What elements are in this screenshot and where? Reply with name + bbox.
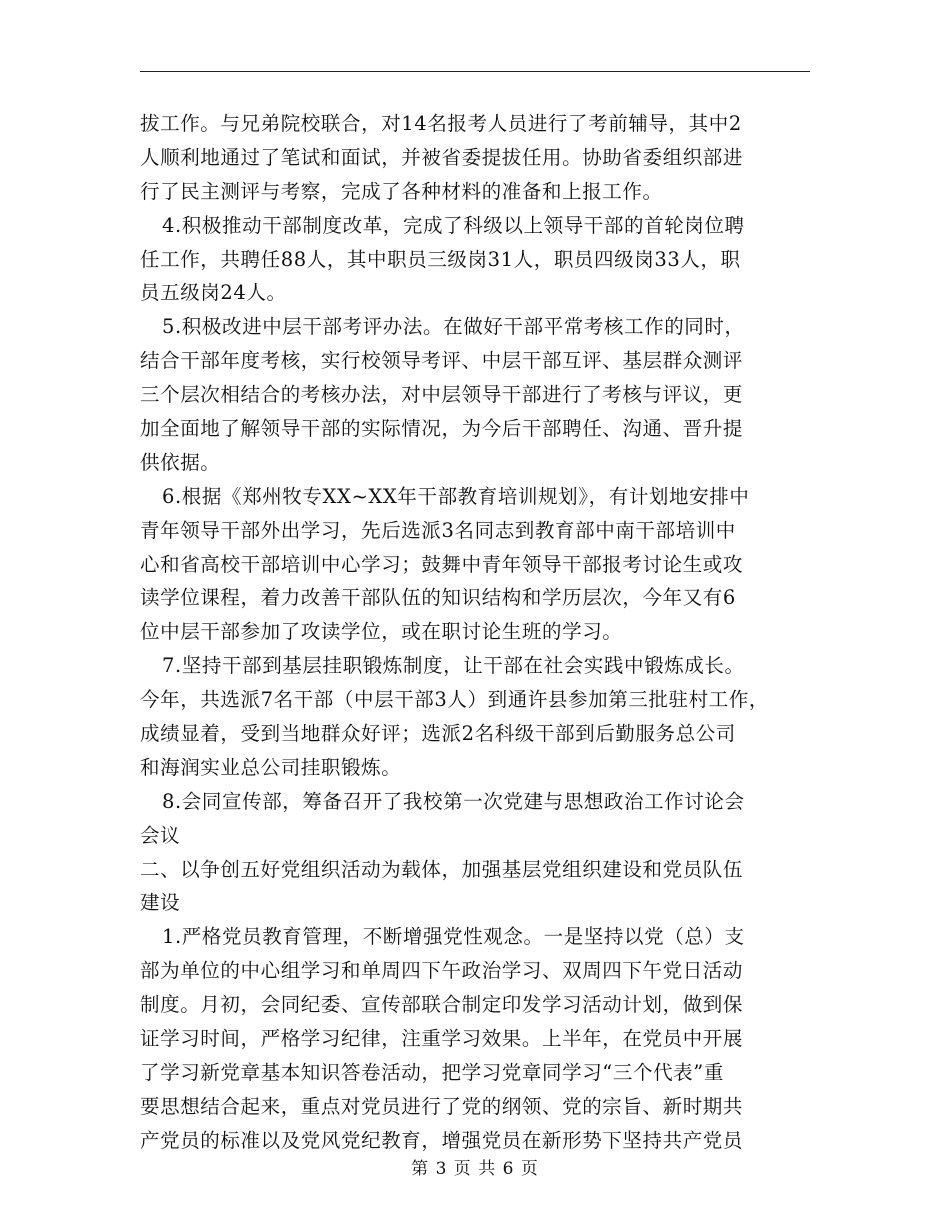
text-line: 人顺利地通过了笔试和面试，并被省委提拔任用。协助省委组织部进: [140, 145, 744, 169]
text-line: 读学位课程，着力改善干部队伍的知识结构和学历层次，今年又有6: [140, 586, 736, 610]
text-line: 8.会同宣传部，筹备召开了我校第一次党建与思想政治工作讨论会: [162, 789, 745, 813]
text-line: 建设: [140, 891, 181, 915]
text-line: 产党员的标准以及党风党纪教育，增强党员在新形势下坚持共产党员: [140, 1128, 744, 1152]
header-rule: [140, 71, 810, 72]
text-line: 7.坚持干部到基层挂职锻炼制度，让干部在社会实践中锻炼成长。: [162, 654, 745, 678]
text-line: 供依据。: [140, 450, 221, 474]
text-line: 1.严格党员教育管理，不断增强党性观念。一是坚持以党（总）支: [162, 925, 745, 949]
text-line: 4.积极推动干部制度改革，完成了科级以上领导干部的首轮岗位聘: [162, 213, 745, 237]
text-line: 结合干部年度考核，实行校领导考评、中层干部互评、基层群众测评: [140, 349, 744, 373]
text-line: 三个层次相结合的考核办法，对中层领导干部进行了考核与评议，更: [140, 383, 744, 407]
page-footer: 第 3 页 共 6 页: [411, 1159, 539, 1179]
text-line: 今年，共选派7名干部（中层干部3人）到通许县参加第三批驻村工作，: [140, 688, 770, 712]
text-line: 加全面地了解领导干部的实际情况，为今后干部聘任、沟通、晋升提: [140, 417, 744, 441]
text-line: 和海润实业总公司挂职锻炼。: [140, 755, 402, 779]
text-line: 心和省高校干部培训中心学习；鼓舞中青年领导干部报考讨论生或攻: [140, 552, 744, 576]
text-line: 部为单位的中心组学习和单周四下午政治学习、双周四下午党日活动: [140, 959, 744, 983]
text-line: 证学习时间，严格学习纪律，注重学习效果。上半年，在党员中开展: [140, 1027, 744, 1051]
text-line: 要思想结合起来，重点对党员进行了党的纲领、党的宗旨、新时期共: [140, 1094, 744, 1118]
text-line: 了学习新党章基本知识答卷活动，把学习党章同学习“三个代表”重: [140, 1060, 724, 1084]
text-line: 任工作，共聘任88人，其中职员三级岗31人，职员四级岗33人，职: [140, 247, 741, 271]
text-line: 会议: [140, 823, 181, 847]
text-line: 成绩显着，受到当地群众好评；选派2名科级干部到后勤服务总公司: [140, 722, 736, 746]
document-body: [140, 107, 830, 1158]
text-line: 青年领导干部外出学习，先后选派3名同志到教育部中南干部培训中: [140, 518, 736, 542]
text-line: 二、以争创五好党组织活动为载体，加强基层党组织建设和党员队伍: [140, 857, 744, 881]
text-line: 位中层干部参加了攻读学位，或在职讨论生班的学习。: [140, 620, 623, 644]
text-line: 5.积极改进中层干部考评办法。在做好干部平常考核工作的同时，: [162, 315, 745, 339]
text-line: 6.根据《郑州牧专XX~XX年干部教育培训规划》，有计划地安排中: [162, 484, 750, 508]
text-line: 员五级岗24人。: [140, 281, 287, 305]
text-line: 行了民主测评与考察，完成了各种材料的准备和上报工作。: [140, 179, 663, 203]
text-line: 拔工作。与兄弟院校联合，对14名报考人员进行了考前辅导，其中2: [140, 112, 742, 135]
text-line: 制度。月初，会同纪委、宣传部联合制定印发学习活动计划，做到保: [140, 993, 744, 1017]
